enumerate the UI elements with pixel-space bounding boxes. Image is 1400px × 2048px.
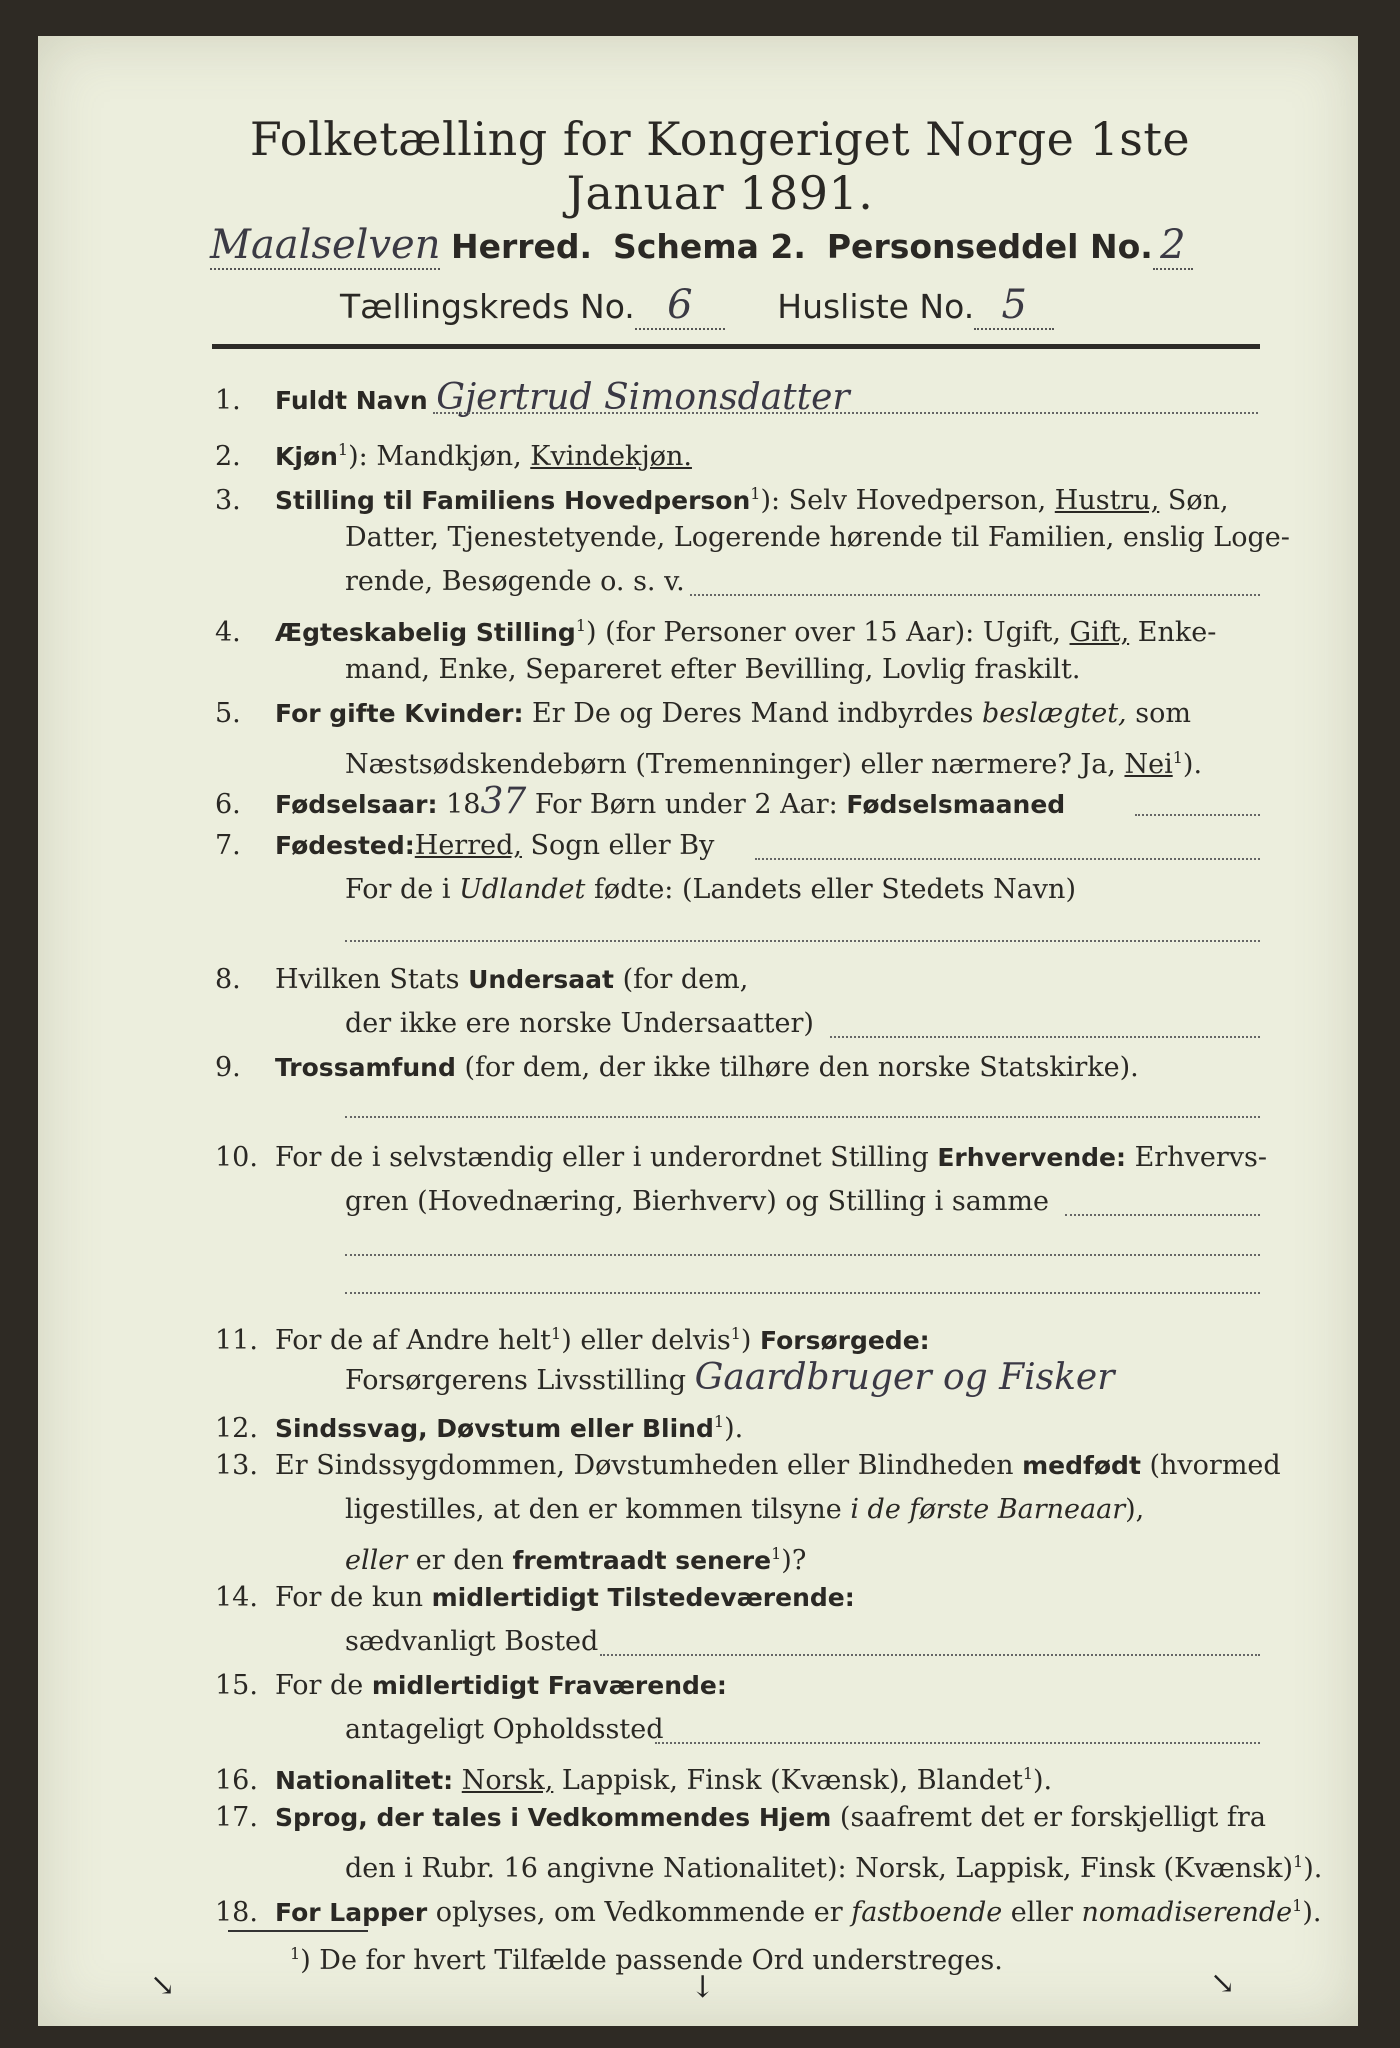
item-16: 16. Nationalitet: Norsk, Lappisk, Finsk (Kvænsk), Blandet$^1$). <box>215 1764 1053 1796</box>
item-14: 14. For de kun midlertidigt Tilstedeværende: <box>215 1582 855 1613</box>
full-name-answer: Gjertrud Simonsdatter <box>436 377 850 418</box>
sex-selected: Kvindekjøn. <box>530 441 692 472</box>
item-4: 4. Ægteskabelig Stilling$^1$) (for Personer over 15 Aar): Ugift, Gift, Enke- <box>215 616 1217 648</box>
corner-mark-icon: ↘ <box>1210 1966 1236 2001</box>
husliste-label: Husliste No. <box>777 287 975 326</box>
item-13: 13. Er Sindssygdommen, Døvstumheden eller Blindheden medfødt (hvormed <box>215 1450 1281 1481</box>
birth-year-answer: 37 <box>480 781 527 822</box>
footnote: $^1$) De for hvert Tilfælde passende Ord understreges. <box>290 1944 1003 1976</box>
item-12: 12. Sindssvag, Døvstum eller Blind$^1$). <box>215 1412 744 1444</box>
relation-selected: Hustru, <box>1054 485 1160 516</box>
husliste-number: 5 <box>974 282 1054 330</box>
herred-line <box>210 222 1193 270</box>
item-6: 6. Fødselsaar: 1837 For Børn under 2 Aar: Fødselsmaaned <box>215 781 1066 822</box>
item-1: 1. Fuldt Navn Gjertrud Simonsdatter <box>215 377 850 418</box>
related-selected: Nei <box>1124 749 1173 780</box>
corner-mark-icon: ↘ <box>150 1968 176 2003</box>
full-name-line <box>433 412 1258 414</box>
schema-label: Schema 2. <box>613 227 806 266</box>
item-17: 17. Sprog, der tales i Vedkommendes Hjem (saafremt det er forskjelligt fra <box>215 1802 1266 1833</box>
item-8: 8. Hvilken Stats Undersaat (for dem, <box>215 964 749 995</box>
item-10: 10. For de i selvstændig eller i underordnet Stilling Erhvervende: Erhvervs- <box>215 1142 1267 1173</box>
item-3: 3. Stilling til Familiens Hovedperson$^1$): Selv Hovedperson, Hustru, Søn, <box>215 484 1229 516</box>
provider-occupation-answer: Gaardbruger og Fisker <box>694 1357 1115 1398</box>
form-title: Folketælling for Kongeriget Norge 1ste Januar 1891. <box>249 112 1191 220</box>
header-rule <box>212 344 1260 349</box>
item-9: 9. Trossamfund (for dem, der ikke tilhøre den norske Statskirke). <box>215 1052 1139 1083</box>
nationality-selected: Norsk, <box>461 1765 554 1796</box>
birthplace-selected: Herred, <box>414 830 522 861</box>
herred-handwritten: Maalselven <box>210 222 441 268</box>
marital-selected: Gift, <box>1069 617 1130 648</box>
item-18: 18. For Lapper oplyses, om Vedkommende er fastboende eller nomadiserende$^1$). <box>215 1896 1322 1928</box>
kreds-label: Tællingskreds No. <box>340 287 635 326</box>
full-name-label: Fuldt Navn <box>275 386 428 415</box>
footnote-rule <box>228 1930 368 1932</box>
item-11: 11. For de af Andre helt$^1$) eller delvis$^1$) Forsørgede: <box>215 1324 930 1356</box>
kreds-number: 6 <box>635 282 725 330</box>
item-5: 5. For gifte Kvinder: Er De og Deres Mand indbyrdes beslægtet, som <box>215 698 1191 729</box>
kreds-line <box>340 282 1054 330</box>
herred-label: Herred. <box>450 227 593 266</box>
center-mark-icon: ↓ <box>690 1970 716 2005</box>
item-2: 2. Kjøn$^1$): Mandkjøn, Kvindekjøn. <box>215 440 692 472</box>
personseddel-label: Personseddel No. <box>826 227 1153 266</box>
item-7: 7. Fødested:Herred, Sogn eller By <box>215 830 715 861</box>
personseddel-number: 2 <box>1153 222 1193 270</box>
item-15: 15. For de midlertidigt Fraværende: <box>215 1670 727 1701</box>
